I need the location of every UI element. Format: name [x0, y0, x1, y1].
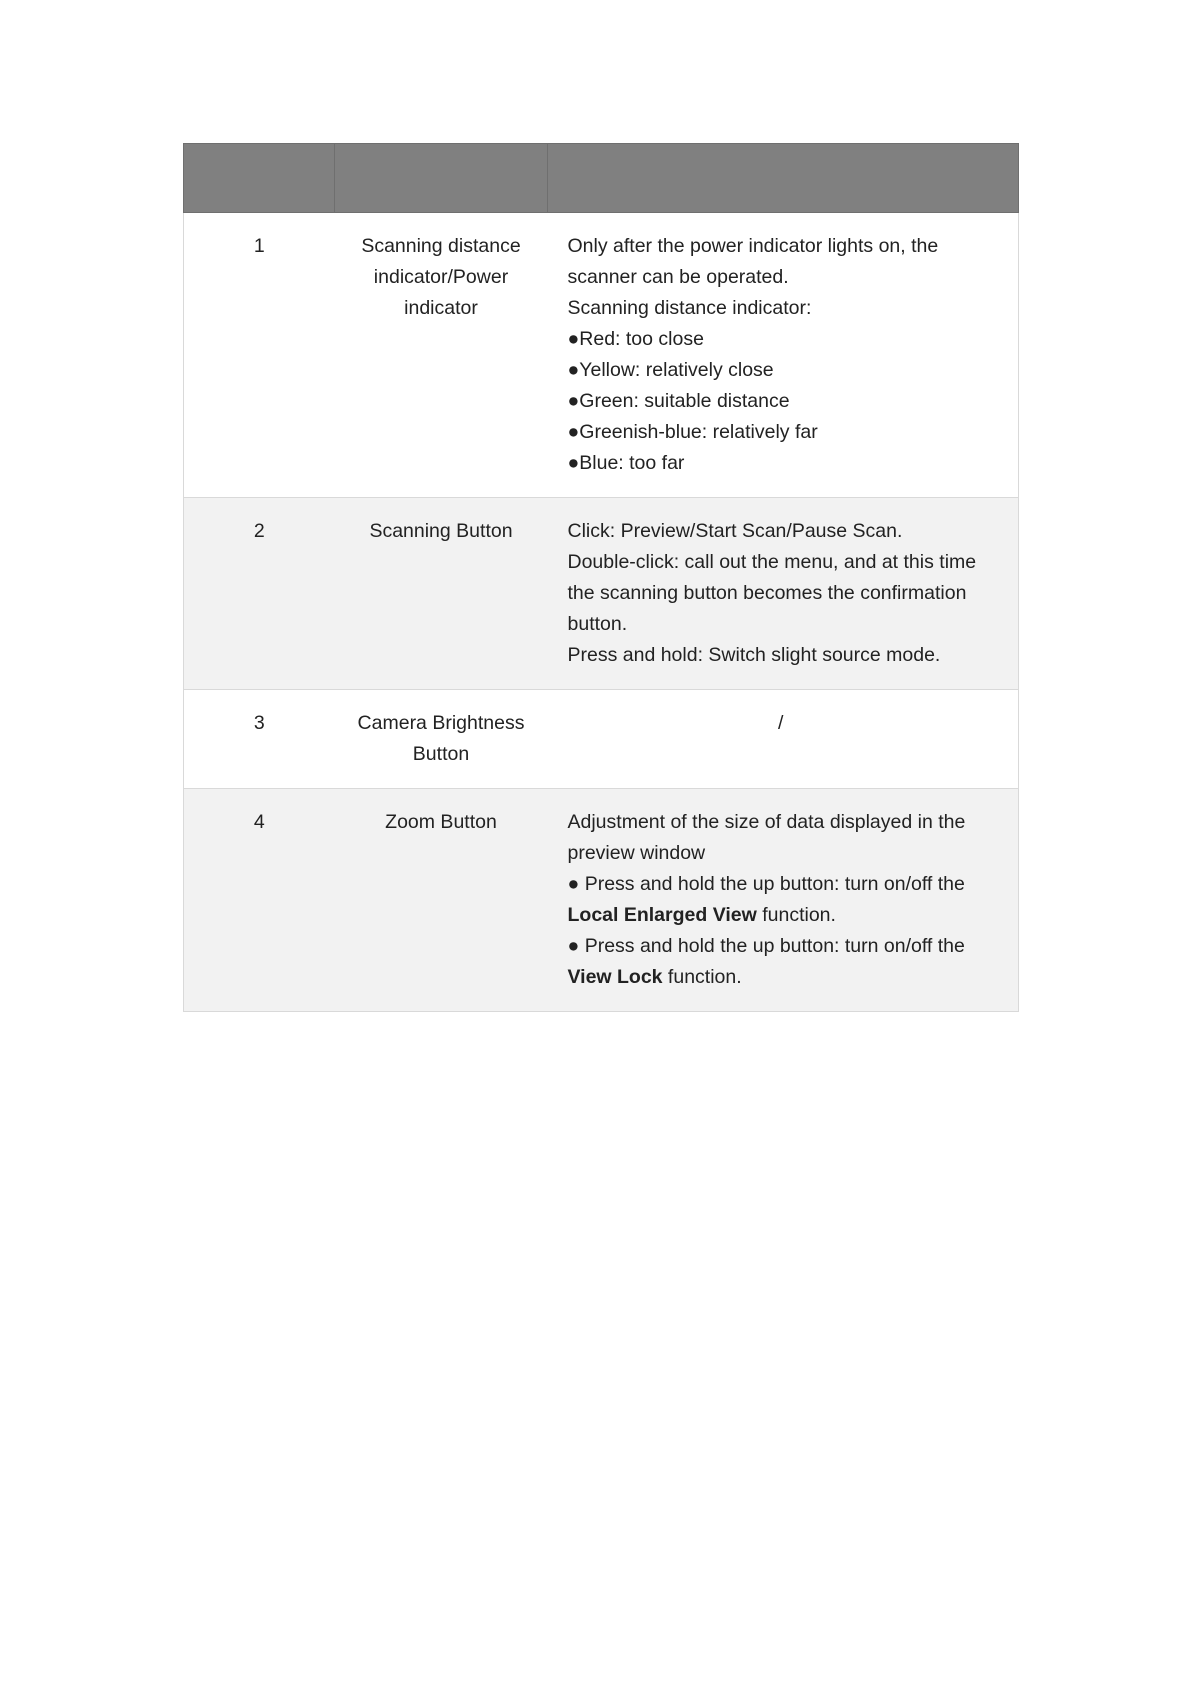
table-row [184, 213, 1019, 498]
function-table [183, 143, 1019, 1012]
desc-item-prefix: ● Press and hold the up button: turn on/off the [567, 935, 965, 957]
desc-list-item: ●Yellow: relatively close [567, 359, 774, 381]
row-component-name: Scanning distance indicator/Power indicator [335, 213, 548, 498]
desc-item-suffix: function. [662, 966, 742, 988]
desc-list-item: ●Blue: too far [567, 452, 685, 474]
row-description [548, 498, 1019, 690]
row-component-name: Zoom Button [335, 789, 548, 1012]
header-cell-name [335, 144, 548, 213]
desc-item-function-name: Local Enlarged View [567, 904, 757, 926]
desc-item-suffix: function. [756, 904, 836, 926]
desc-list-item: ●Greenish-blue: relatively far [567, 421, 818, 443]
row-number: 2 [184, 498, 335, 690]
desc-intro: Only after the power indicator lights on, the scanner can be operated. [567, 235, 939, 288]
row-description: / [548, 690, 1019, 789]
desc-intro: Adjustment of the size of data displayed in the preview window [567, 811, 966, 864]
desc-list-item [568, 931, 995, 993]
desc-item-function-name: View Lock [567, 966, 663, 988]
row-description [548, 789, 1019, 1012]
table-row [184, 789, 1019, 1012]
desc-list-item: ●Green: suitable distance [567, 390, 790, 412]
row-component-name: Camera Brightness Button [335, 690, 548, 789]
row-number: 1 [184, 213, 335, 498]
header-cell-no [184, 144, 335, 213]
desc-double-click: Double-click: call out the menu, and at this time the scanning button becomes the confirmation button. [567, 551, 977, 635]
row-number: 4 [184, 789, 335, 1012]
row-description [548, 213, 1019, 498]
desc-sub-heading: Scanning distance indicator: [567, 297, 812, 319]
header-cell-desc [548, 144, 1019, 213]
table-header-row [184, 144, 1019, 213]
row-component-name: Scanning Button [335, 498, 548, 690]
desc-press-hold: Press and hold: Switch slight source mode. [567, 644, 941, 666]
table-row [184, 498, 1019, 690]
table-row [184, 690, 1019, 789]
desc-item-prefix: ● Press and hold the up button: turn on/off the [567, 873, 965, 895]
desc-click: Click: Preview/Start Scan/Pause Scan. [567, 520, 903, 542]
desc-list-item: ●Red: too close [567, 328, 704, 350]
desc-list-item [568, 869, 995, 931]
row-number: 3 [184, 690, 335, 789]
